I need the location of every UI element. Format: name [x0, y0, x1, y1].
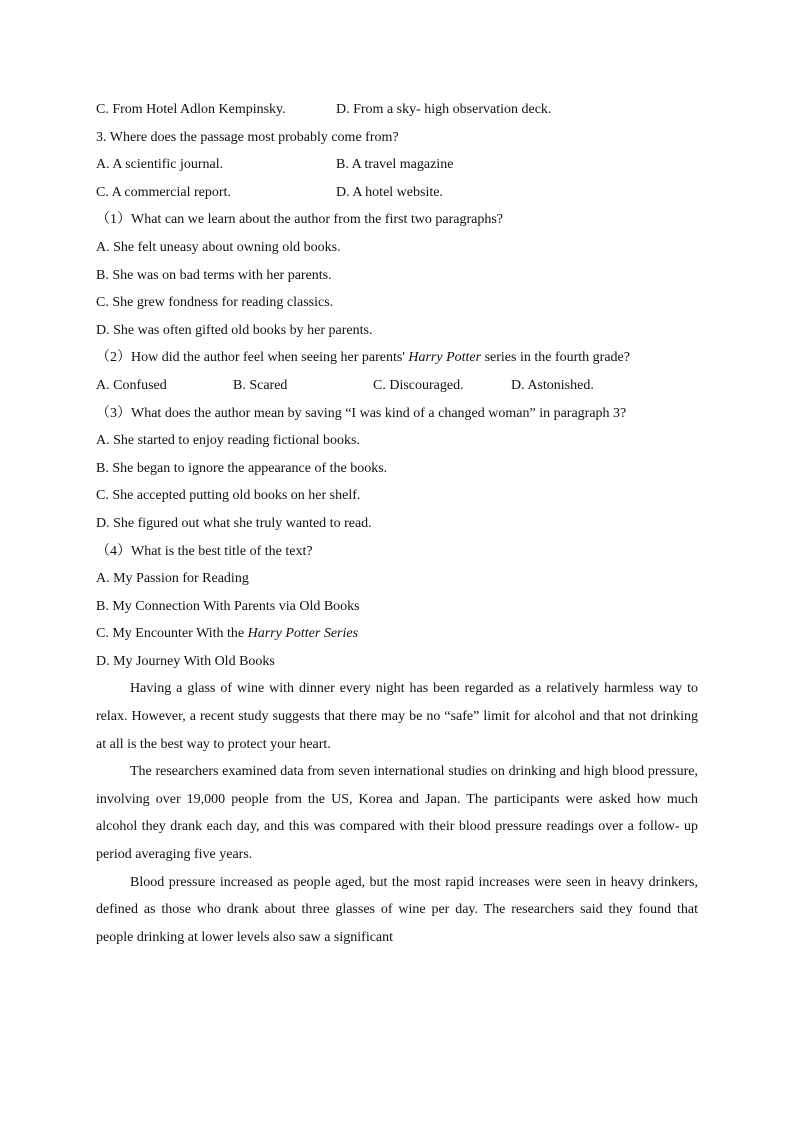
passage-paragraph-3: Blood pressure increased as people aged, but the most rapid increases were seen in heavy drinkers, defined as those who drank about three glasses of wine per day. The researchers said they found that people drinking at lower levels also saw a significant — [96, 874, 698, 945]
question-2-stem — [96, 344, 698, 372]
option-a: A. A scientific journal. — [96, 157, 224, 173]
option-b: B. She was on bad terms with her parents. — [96, 267, 332, 283]
question-2-stem-end: series in the fourth grade? — [481, 350, 630, 366]
option-c: C. She grew fondness for reading classics. — [96, 295, 334, 311]
option-d: D. Astonished. — [511, 377, 594, 393]
option-a: A. She started to enjoy reading fictional books. — [96, 433, 360, 449]
option-b: B. My Connection With Parents via Old Books — [96, 598, 360, 614]
option-d: D. My Journey With Old Books — [96, 653, 275, 669]
option-c: C. From Hotel Adlon Kempinsky. — [96, 102, 286, 117]
option-d: D. From a sky- high observation deck. — [336, 102, 552, 117]
option-d: D. She figured out what she truly wanted to read. — [96, 515, 372, 531]
option-d: D. She was often gifted old books by her parents. — [96, 322, 373, 338]
option-a: A. Confused — [96, 377, 167, 393]
prev-question-options-cd — [96, 96, 616, 124]
option-d: D. A hotel website. — [336, 184, 443, 200]
option-b: B. She began to ignore the appearance of the books. — [96, 460, 388, 476]
question-1-stem: （1）What can we learn about the author from the first two paragraphs? — [96, 212, 504, 228]
question-3-options-ab — [96, 151, 698, 179]
option-c: C. Discouraged. — [373, 377, 464, 393]
option-a: A. My Passion for Reading — [96, 571, 249, 587]
question-4-stem: （4）What is the best title of the text? — [96, 543, 313, 559]
option-b: B. Scared — [233, 377, 288, 393]
book-title-italic: Harry Potter — [408, 350, 482, 366]
question-3b-stem: （3）What does the author mean by saving “I was kind of a changed woman” in paragraph 3? — [96, 405, 627, 421]
option-c — [96, 620, 698, 648]
option-a: A. She felt uneasy about owning old books. — [96, 239, 341, 255]
passage-paragraph-1: Having a glass of wine with dinner every night has been regarded as a relatively harmless way to relax. However, a recent study suggests that there may be no “safe” limit for alcohol and that not drinking at all is the best way to protect your heart. — [96, 681, 698, 752]
question-3-options-cd — [96, 179, 698, 207]
question-3-stem: 3. Where does the passage most probably come from? — [96, 129, 399, 145]
option-b: B. A travel magazine — [336, 157, 454, 173]
option-c: C. She accepted putting old books on her shelf. — [96, 488, 361, 504]
passage-paragraph-2: The researchers examined data from seven international studies on drinking and high blood pressure, involving over 19,000 people from the US, Korea and Japan. The participants were asked how much alcohol they drank each day, and this was compared with their blood pressure readings over a follow- up period averaging five years. — [96, 764, 698, 863]
question-2-options — [96, 372, 698, 400]
option-c-italic: Harry Potter Series — [247, 626, 359, 642]
option-c-text: C. My Encounter With the — [96, 626, 248, 642]
question-2-stem-start: （2）How did the author feel when seeing her parents' — [96, 350, 409, 366]
document-content — [96, 96, 698, 951]
option-c: C. A commercial report. — [96, 184, 231, 200]
